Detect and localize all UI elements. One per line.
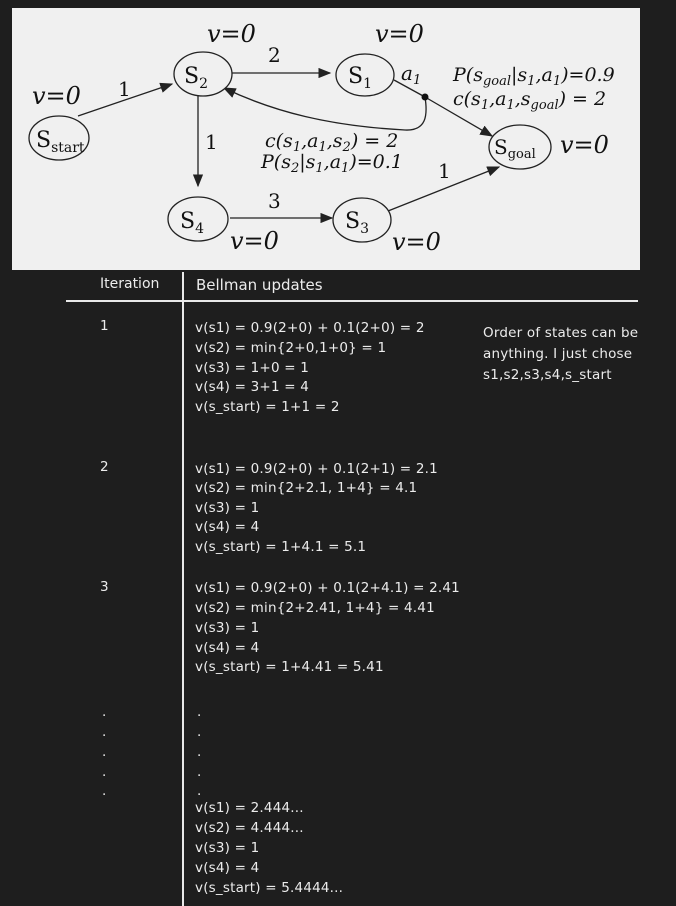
annotation-p-s2: $P(s_2|s_1,a_1)=0.1$ — [261, 151, 403, 176]
update-line: v(s_start) = 1+4.1 = 5.1 — [195, 539, 367, 555]
update-line: v(s1) = 0.9(2+0) + 0.1(2+1) = 2.1 — [195, 461, 438, 477]
update-line: v(s4) = 4 — [195, 640, 260, 656]
header-iteration: Iteration — [100, 276, 160, 292]
column-divider — [182, 272, 184, 906]
value-label-start: v=0 — [32, 82, 81, 110]
action-label: $a_1$ — [401, 61, 422, 88]
cost-start-s2: 1 — [118, 77, 131, 101]
update-line: v(s1) = 0.9(2+0) + 0.1(2+4.1) = 2.41 — [195, 580, 460, 596]
header-divider — [66, 300, 638, 302]
update-line: v(s2) = min{2+2.41, 1+4} = 4.41 — [195, 600, 435, 616]
update-line: v(s1) = 0.9(2+0) + 0.1(2+0) = 2 — [195, 320, 425, 336]
mdp-graph — [12, 8, 640, 270]
final-line: v(s_start) = 5.4444... — [195, 880, 344, 896]
final-line: v(s2) = 4.444... — [195, 820, 304, 836]
final-line: v(s3) = 1 — [195, 840, 260, 856]
iteration-number: 3 — [100, 579, 109, 595]
final-line: v(s1) = 2.444... — [195, 800, 304, 816]
node-s1-label: $S_1$ — [348, 64, 372, 92]
cost-s2-s4: 1 — [205, 130, 218, 154]
annotation-p-goal: $P(s_{goal}|s_1,a_1)=0.9$ — [453, 64, 615, 89]
note-line-1: Order of states can be — [483, 325, 639, 341]
value-label-s2: v=0 — [207, 20, 256, 48]
node-s2-label: $S_2$ — [184, 64, 208, 92]
ellipsis-dot: . — [197, 783, 202, 799]
ellipsis-dot: . — [197, 744, 202, 760]
update-line: v(s2) = min{2+0,1+0} = 1 — [195, 340, 387, 356]
node-s-goal-label: $S_{goal}$ — [494, 135, 536, 162]
value-label-s4: v=0 — [230, 227, 279, 255]
update-line: v(s4) = 3+1 = 4 — [195, 379, 310, 395]
ellipsis-dot: . — [102, 744, 107, 760]
iteration-number: 2 — [100, 459, 109, 475]
cost-s3-goal: 1 — [438, 159, 451, 183]
update-line: v(s_start) = 1+4.41 = 5.41 — [195, 659, 384, 675]
ellipsis-dot: . — [197, 764, 202, 780]
update-line: v(s4) = 4 — [195, 519, 260, 535]
ellipsis-dot: . — [197, 724, 202, 740]
annotation-c-goal: $c(s_1,a_1,s_{goal}) = 2$ — [453, 88, 607, 113]
update-line: v(s2) = min{2+2.1, 1+4} = 4.1 — [195, 480, 418, 496]
note-line-3: s1,s2,s3,s4,s_start — [483, 367, 612, 383]
update-line: v(s3) = 1+0 = 1 — [195, 360, 310, 376]
update-line: v(s_start) = 1+1 = 2 — [195, 399, 340, 415]
update-line: v(s3) = 1 — [195, 500, 260, 516]
value-label-s1: v=0 — [375, 20, 424, 48]
action-node — [422, 94, 429, 101]
mdp-diagram — [12, 8, 640, 270]
ellipsis-dot: . — [102, 783, 107, 799]
cost-s4-s3: 3 — [268, 189, 281, 213]
ellipsis-dot: . — [102, 764, 107, 780]
node-s-start-label: $S_{start}$ — [36, 128, 85, 156]
ellipsis-dot: . — [197, 704, 202, 720]
final-line: v(s4) = 4 — [195, 860, 260, 876]
annotation-c-s2: $c(s_1,a_1,s_2) = 2$ — [265, 130, 399, 155]
node-s4-label: $S_4$ — [180, 209, 204, 237]
note-line-2: anything. I just chose — [483, 346, 633, 362]
ellipsis-dot: . — [102, 704, 107, 720]
ellipsis-dot: . — [102, 724, 107, 740]
iteration-number: 1 — [100, 318, 109, 334]
value-label-goal: v=0 — [560, 131, 609, 159]
cost-s2-s1: 2 — [268, 43, 281, 67]
value-label-s3: v=0 — [392, 228, 441, 256]
update-line: v(s3) = 1 — [195, 620, 260, 636]
node-s3-label: $S_3$ — [345, 209, 369, 237]
edge-action-s2 — [224, 88, 426, 130]
header-bellman-updates: Bellman updates — [196, 276, 323, 294]
